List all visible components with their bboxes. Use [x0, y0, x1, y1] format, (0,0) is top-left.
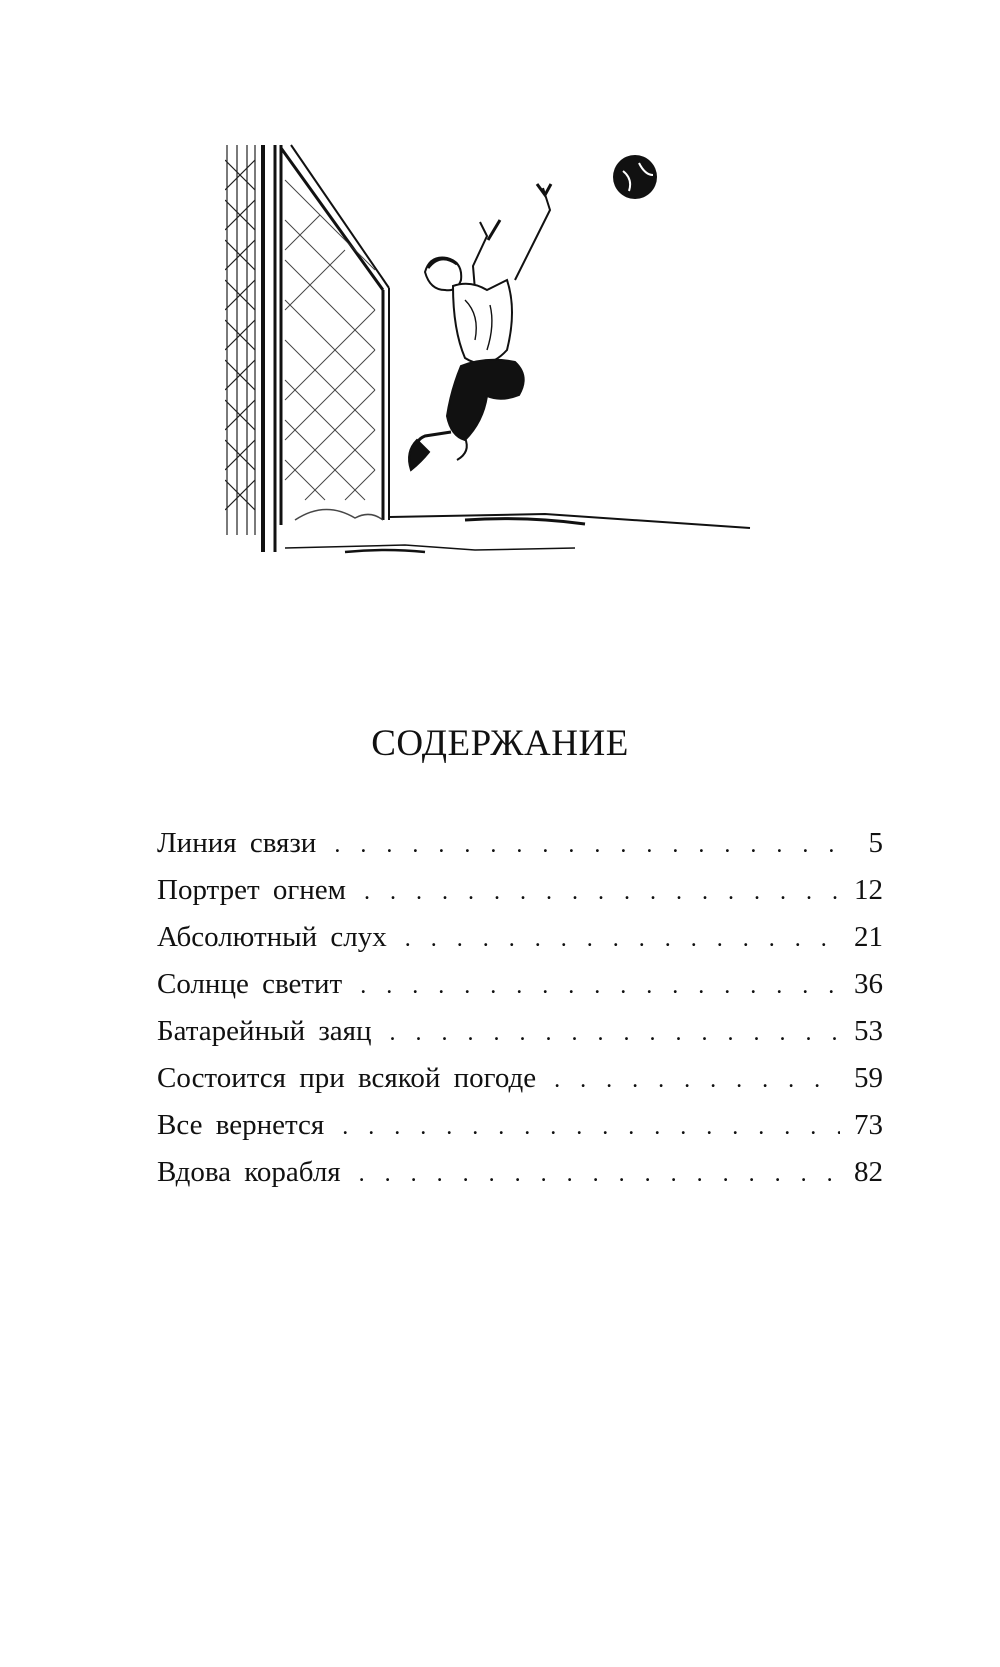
goalkeeper-illustration	[225, 140, 805, 600]
toc-dot-leader	[334, 822, 841, 869]
ground-lines	[285, 514, 750, 552]
toc-entry-page: 73	[854, 1109, 883, 1141]
toc-dot-leader	[390, 1010, 840, 1057]
toc-entry-title: Солнце светит	[157, 968, 343, 1000]
goal-frame	[263, 145, 389, 552]
toc-entry-title: Портрет огнем	[157, 874, 347, 906]
goal-side-net	[225, 145, 255, 535]
toc-entry-title: Батарейный заяц	[157, 1015, 372, 1047]
toc-entry	[157, 1055, 883, 1102]
goal-back-net	[285, 180, 383, 520]
ball	[613, 155, 657, 199]
toc-entry	[157, 914, 883, 961]
toc-entry	[157, 1008, 883, 1055]
toc-entry-page: 36	[854, 968, 883, 1000]
toc-dot-leader	[405, 916, 840, 963]
table-of-contents	[157, 820, 883, 1196]
toc-dot-leader	[554, 1057, 840, 1104]
toc-entry-title: Все вернется	[157, 1109, 325, 1141]
toc-entry-title: Абсолютный слух	[157, 921, 387, 953]
toc-entry-page: 59	[854, 1062, 883, 1094]
toc-entry-page: 12	[854, 874, 883, 906]
toc-entry-page: 5	[868, 827, 883, 859]
toc-entry-title: Состоится при всякой погоде	[157, 1062, 537, 1094]
toc-entry-title: Линия связи	[157, 827, 317, 859]
toc-entry	[157, 961, 883, 1008]
toc-dot-leader	[359, 1151, 840, 1198]
toc-entry-page: 21	[854, 921, 883, 953]
toc-dot-leader	[342, 1104, 840, 1151]
toc-dot-leader	[364, 869, 840, 916]
toc-entry-page: 82	[854, 1156, 883, 1188]
toc-entry-page: 53	[854, 1015, 883, 1047]
toc-dot-leader	[360, 963, 840, 1010]
toc-entry	[157, 867, 883, 914]
page-title: СОДЕРЖАНИЕ	[371, 723, 629, 764]
toc-entry	[157, 1102, 883, 1149]
toc-entry	[157, 820, 883, 867]
goalkeeper	[409, 184, 551, 470]
toc-entry	[157, 1149, 883, 1196]
toc-entry-title: Вдова корабля	[157, 1156, 341, 1188]
